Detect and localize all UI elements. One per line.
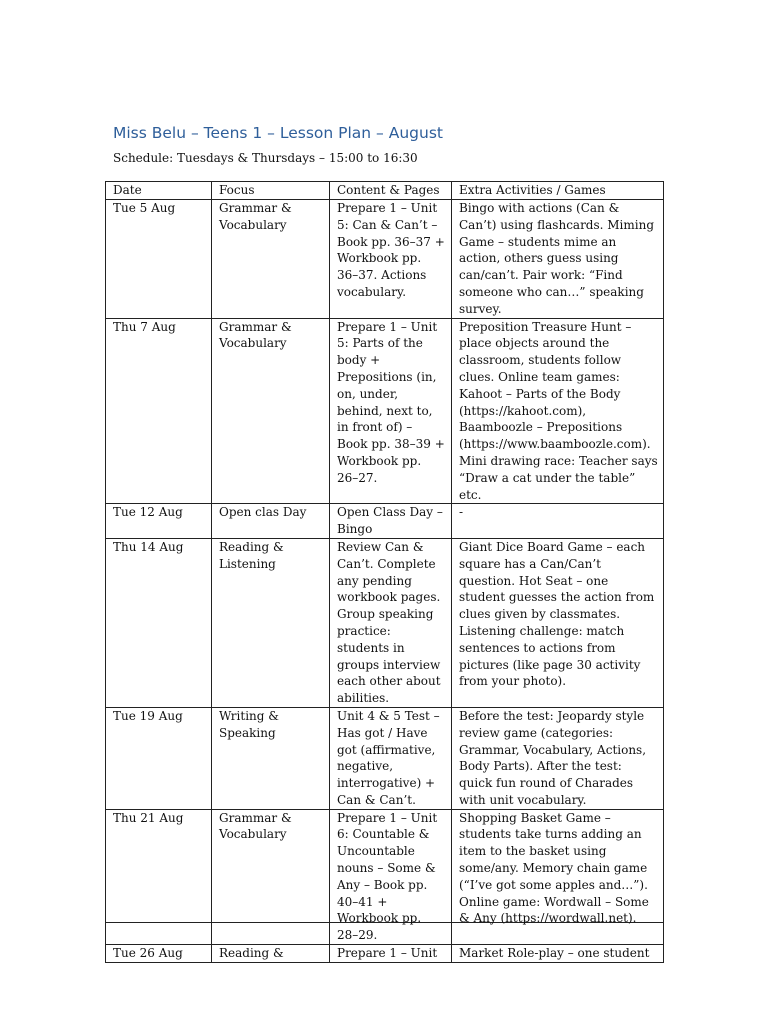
cell-focus: Open clas Day bbox=[212, 504, 330, 539]
cell-extra: Giant Dice Board Game – each square has a Can/Can’t question. Hot Seat – one student guesses the action from clues given by classmates. Listening challenge: match sentences to actions from pictures (like page 30 activity from your photo). bbox=[452, 538, 664, 707]
cell-extra: Bingo with actions (Can & Can’t) using flashcards. Miming Game – students mime an action, others guess using can/can’t. Pair work: “Find someone who can…” speaking survey. bbox=[452, 200, 664, 319]
cell-focus: Writing & Speaking bbox=[212, 707, 330, 809]
schedule-text: Schedule: Tuesdays & Thursdays – 15:00 to 16:30 bbox=[113, 151, 418, 165]
cell-content: Prepare 1 – Unit 6: Countable & Uncountable nouns – Some & Any – Book pp. 40–41 + Workbook pp. 28–29. bbox=[330, 809, 452, 944]
lesson-plan-table-container bbox=[105, 181, 663, 961]
cell-date: Thu 21 Aug bbox=[106, 809, 212, 944]
cell-content: Prepare 1 – Unit 5: Can & Can’t – Book pp. 36–37 + Workbook pp. 36–37. Actions vocabulary. bbox=[330, 200, 452, 319]
cell-date: Tue 12 Aug bbox=[106, 504, 212, 539]
table-row bbox=[106, 200, 664, 319]
cell-extra: Before the test: Jeopardy style review game (categories: Grammar, Vocabulary, Actions, Body Parts). After the test: quick fun round of Charades with unit vocabulary. bbox=[452, 707, 664, 809]
table-row bbox=[106, 945, 664, 963]
lesson-plan-table bbox=[105, 181, 664, 963]
cell-content: Review Can & Can’t. Complete any pending workbook pages. Group speaking practice: students in groups interview each other about abilities. bbox=[330, 538, 452, 707]
header-content: Content & Pages bbox=[330, 182, 452, 200]
table-header-row bbox=[106, 182, 664, 200]
table-row bbox=[106, 318, 664, 504]
table-row bbox=[106, 538, 664, 707]
cell-extra: - bbox=[452, 504, 664, 539]
cell-date: Thu 7 Aug bbox=[106, 318, 212, 504]
cell-date: Tue 19 Aug bbox=[106, 707, 212, 809]
cell-extra: Market Role-play – one student bbox=[452, 945, 664, 963]
cell-focus: Reading & bbox=[212, 945, 330, 963]
table-row bbox=[106, 809, 664, 944]
cell-content: Prepare 1 – Unit 5: Parts of the body + Prepositions (in, on, under, behind, next to, in front of) – Book pp. 38–39 + Workbook pp. 26–27. bbox=[330, 318, 452, 504]
page-title: Miss Belu – Teens 1 – Lesson Plan – August bbox=[113, 124, 443, 142]
cell-extra: Preposition Treasure Hunt – place objects around the classroom, students follow clues. Online team games: Kahoot – Parts of the Body (https://kahoot.com), Baamboozle – Prepositions (https://www.baamboozle.com). Mini drawing race: Teacher says “Draw a cat under the table” etc. bbox=[452, 318, 664, 504]
table-row bbox=[106, 504, 664, 539]
header-focus: Focus bbox=[212, 182, 330, 200]
cell-focus: Grammar & Vocabulary bbox=[212, 809, 330, 944]
cell-content: Open Class Day – Bingo bbox=[330, 504, 452, 539]
header-date: Date bbox=[106, 182, 212, 200]
cell-content: Unit 4 & 5 Test – Has got / Have got (affirmative, negative, interrogative) + Can & Can’t. bbox=[330, 707, 452, 809]
cell-focus: Grammar & Vocabulary bbox=[212, 200, 330, 319]
cell-focus: Grammar & Vocabulary bbox=[212, 318, 330, 504]
cell-date: Tue 26 Aug bbox=[106, 945, 212, 963]
cell-date: Tue 5 Aug bbox=[106, 200, 212, 319]
table-row bbox=[106, 707, 664, 809]
header-extra: Extra Activities / Games bbox=[452, 182, 664, 200]
cell-content: Prepare 1 – Unit bbox=[330, 945, 452, 963]
cell-date: Thu 14 Aug bbox=[106, 538, 212, 707]
cell-focus: Reading & Listening bbox=[212, 538, 330, 707]
cell-extra: Shopping Basket Game – students take turns adding an item to the basket using some/any. Memory chain game (“I’ve got some apples and…”). Online game: Wordwall – Some & Any (https://wordwall.net). bbox=[452, 809, 664, 944]
